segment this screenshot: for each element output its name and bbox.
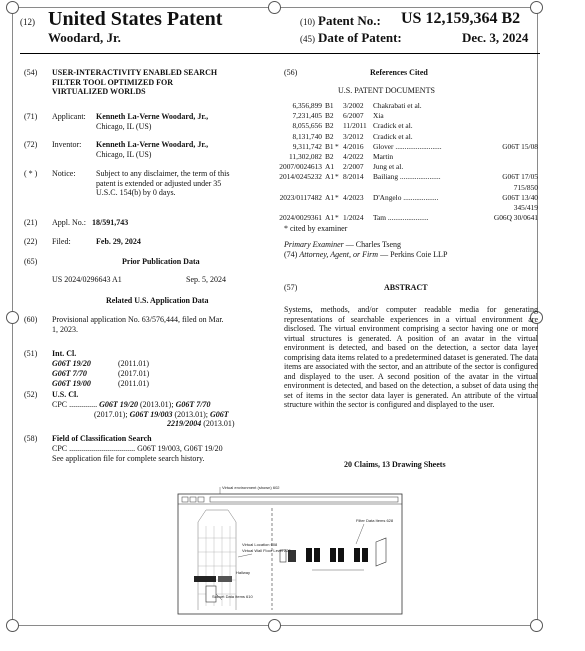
applicant-label: Applicant: xyxy=(52,112,86,121)
reference-date: 11/2011 xyxy=(343,121,367,131)
prov-code: (60) xyxy=(24,315,38,324)
reference-kind: B2 xyxy=(325,152,334,161)
reference-date: 4/2022 xyxy=(343,152,364,161)
title-code: (54) xyxy=(24,68,38,77)
reference-date: 8/2014 xyxy=(343,172,364,182)
cited-note: * cited by examiner xyxy=(284,224,348,233)
reference-kind: B2 xyxy=(325,121,334,131)
reference-kind: A1 xyxy=(325,213,335,223)
prior-heading: Prior Publication Data xyxy=(122,257,200,266)
reference-name: Tam ...................... xyxy=(373,213,429,223)
document-title: United States Patent xyxy=(48,8,223,30)
resize-handle-middle-left[interactable] xyxy=(6,311,19,324)
figure-label-floor-level: Virtual Wall Floor Level 220 xyxy=(242,548,291,553)
reference-kind: A1 xyxy=(325,172,335,182)
patent-no-label: Patent No.: xyxy=(318,13,381,28)
reference-row xyxy=(279,213,538,223)
inventor: Kenneth La-Verne Woodard, Jr., Chicago, IL (US) xyxy=(96,140,209,159)
refs-subheading: U.S. PATENT DOCUMENTS xyxy=(338,86,435,95)
resize-handle-top-right[interactable] xyxy=(530,1,543,14)
abstract-text: Systems, methods, and/or computer readable media for generating representations of searchable experiences in a virtual environment are disclosed. The virtual environment comprising a sector having one or more virtual structures is generated. A position of an avatar in the virtual environment is detected, and based on the detection, a sector data layer comprising data items related to a predetermined dataset is generated. The data items are associated with the sector, and an attribute of the sector is configured and displayed to the user. A second position of the avatar in the virtual environment is detected, and based on the detection, a subset of data using the set of items in the sector data layer is generated. An attribute of the virtual structure within the sector is configured and displayed to the user. xyxy=(284,305,538,410)
reference-row xyxy=(279,192,538,203)
figure-label-hallway: Hallway xyxy=(236,570,251,575)
reference-name: Xia xyxy=(373,111,384,121)
reference-number: 2023/0117482 xyxy=(279,192,322,202)
reference-number: 2014/0245232 xyxy=(279,172,322,182)
notice-code: ( * ) xyxy=(24,169,38,178)
reference-class: G06T 15/08 xyxy=(502,141,538,151)
filed-code: (22) xyxy=(24,237,38,246)
reference-number: 8,131,740 xyxy=(292,131,322,141)
filed-value: Feb. 29, 2024 xyxy=(96,237,141,246)
kind-code: (12) xyxy=(20,17,35,27)
intcl-code-3: G06T 19/00 xyxy=(52,379,91,388)
figure-label-virtual-location: Virtual Location 608 xyxy=(242,542,278,547)
attorney: (74) Attorney, Agent, or Firm — Perkins Coie LLP xyxy=(284,250,448,259)
intcl-year-2: (2017.01) xyxy=(118,369,150,378)
reference-row xyxy=(289,152,538,162)
reference-class: G06T 13/40 xyxy=(502,192,538,202)
field-label: Field of Classification Search xyxy=(52,434,152,443)
reference-star: * xyxy=(335,192,339,202)
reference-class: G06Q 30/0641 xyxy=(493,213,538,223)
reference-class: G06T 17/05 xyxy=(502,172,538,182)
reference-row xyxy=(289,183,538,193)
reference-date: 4/2016 xyxy=(343,141,364,151)
inventor-label: Inventor: xyxy=(52,140,82,149)
header-rule xyxy=(20,53,540,54)
reference-name: Martin xyxy=(373,152,394,161)
abstract-code: (57) xyxy=(284,283,298,292)
primary-examiner: Primary Examiner — Charles Tseng xyxy=(284,240,402,249)
resize-handle-bottom-center[interactable] xyxy=(268,619,281,632)
provisional-text: Provisional application No. 63/576,444, filed on Mar. 1, 2023. xyxy=(52,315,224,334)
reference-kind: B1 xyxy=(325,141,334,151)
notice-text: Subject to any disclaimer, the term of this patent is extended or adjusted under 35 U.S.C. 154(b) by 0 days. xyxy=(96,169,230,198)
reference-row xyxy=(279,162,538,172)
intcl-year-3: (2011.01) xyxy=(118,379,150,388)
resize-handle-bottom-left[interactable] xyxy=(6,619,19,632)
claims-summary: 20 Claims, 13 Drawing Sheets xyxy=(344,460,446,469)
reference-name: Glover ......................... xyxy=(373,141,442,151)
reference-row xyxy=(289,132,538,142)
date-label: Date of Patent: xyxy=(318,30,402,45)
reference-class: 715/850 xyxy=(513,182,538,192)
reference-kind: B2 xyxy=(325,131,334,141)
reference-kind: A1 xyxy=(325,192,335,202)
reference-row xyxy=(289,111,538,121)
representative-figure xyxy=(176,482,405,615)
intcl-code-1: G06T 19/20 xyxy=(52,359,91,368)
inventor-heading: Woodard, Jr. xyxy=(48,30,121,45)
date-code: (45) xyxy=(300,34,315,44)
figure-title: Virtual environment (shown) 602 xyxy=(222,485,280,490)
field-search: CPC ................................. G06T 19/003, G06T 19/20 See application file for complete search history. xyxy=(52,444,223,463)
filed-label: Filed: xyxy=(52,237,71,246)
reference-number: 2024/0029361 xyxy=(279,213,322,223)
reference-number: 11,302,082 xyxy=(289,152,322,161)
reference-row xyxy=(289,121,538,131)
reference-row xyxy=(289,101,538,111)
reference-name: Jung et al. xyxy=(373,162,404,172)
reference-row xyxy=(289,203,538,213)
intcl-year-1: (2011.01) xyxy=(118,359,150,368)
reference-name: Chakrabati et al. xyxy=(373,101,422,110)
reference-date: 3/2002 xyxy=(343,101,364,110)
intcl-label: Int. Cl. xyxy=(52,349,77,358)
intcl-code: (51) xyxy=(24,349,38,358)
resize-handle-bottom-right[interactable] xyxy=(530,619,543,632)
patent-no-value: US 12,159,364 B2 xyxy=(401,10,521,27)
applicant-code: (71) xyxy=(24,112,38,121)
reference-kind: B2 xyxy=(325,111,334,121)
reference-number: 6,356,899 xyxy=(292,101,322,110)
reference-date: 1/2024 xyxy=(343,213,364,223)
reference-star: * xyxy=(335,172,339,182)
reference-date: 4/2023 xyxy=(343,192,364,202)
reference-kind: B1 xyxy=(325,101,334,110)
appl-value: 18/591,743 xyxy=(92,218,129,227)
reference-class: 345/419 xyxy=(513,203,538,212)
uscl-code: (52) xyxy=(24,390,38,399)
related-heading: Related U.S. Application Data xyxy=(106,296,209,305)
reference-star: * xyxy=(335,213,339,223)
refs-heading: References Cited xyxy=(370,68,428,77)
reference-date: 2/2007 xyxy=(343,162,364,172)
date-value: Dec. 3, 2024 xyxy=(462,30,529,45)
prior-date: Sep. 5, 2024 xyxy=(186,275,226,284)
reference-row xyxy=(289,142,538,152)
reference-star: * xyxy=(335,141,339,151)
invention-title: USER-INTERACTIVITY ENABLED SEARCH FILTER TOOL OPTIMIZED FOR VIRTUALIZED WORLDS xyxy=(52,68,218,97)
prior-code: (65) xyxy=(24,257,38,266)
reference-name: Cradick et al. xyxy=(373,121,413,131)
reference-number: 7,231,405 xyxy=(292,111,322,121)
notice-label: Notice: xyxy=(52,169,76,178)
reference-number: 8,055,656 xyxy=(292,121,322,131)
reference-name: Bailiang ...................... xyxy=(373,172,441,182)
appl-label: Appl. No.: xyxy=(52,218,86,227)
resize-handle-top-left[interactable] xyxy=(6,1,19,14)
field-code: (58) xyxy=(24,434,38,443)
figure-label-subset-items: Subset Data Items 610 xyxy=(212,594,253,599)
resize-handle-top-center[interactable] xyxy=(268,1,281,14)
reference-date: 3/2012 xyxy=(343,131,364,141)
intcl-code-2: G06T 7/70 xyxy=(52,369,87,378)
uscl-label: U.S. Cl. xyxy=(52,390,79,399)
reference-row xyxy=(279,172,538,182)
cpc-classification: CPC .............. G06T 19/20 (2013.01); G06T 7/70 (2017.01); G06T 19/003 (2013.01); G06T 2219/2004 (2013.01) xyxy=(52,400,235,429)
appl-code: (21) xyxy=(24,218,38,227)
reference-name: Cradick et al. xyxy=(373,131,413,141)
prior-pub: US 2024/0296643 A1 xyxy=(52,275,122,284)
refs-code: (56) xyxy=(284,68,298,77)
reference-date: 6/2007 xyxy=(343,111,364,121)
figure-label-filter-items: Filter Data Items 628 xyxy=(356,518,394,523)
inventor-code: (72) xyxy=(24,140,38,149)
reference-number: 2007/0024613 xyxy=(279,162,322,172)
reference-number: 9,311,742 xyxy=(292,141,322,151)
reference-name: D'Angelo ................... xyxy=(373,192,439,202)
reference-kind: A1 xyxy=(325,162,335,172)
patent-no-code: (10) xyxy=(300,17,315,27)
abstract-heading: ABSTRACT xyxy=(384,283,428,292)
applicant: Kenneth La-Verne Woodard, Jr., Chicago, IL (US) xyxy=(96,112,209,131)
